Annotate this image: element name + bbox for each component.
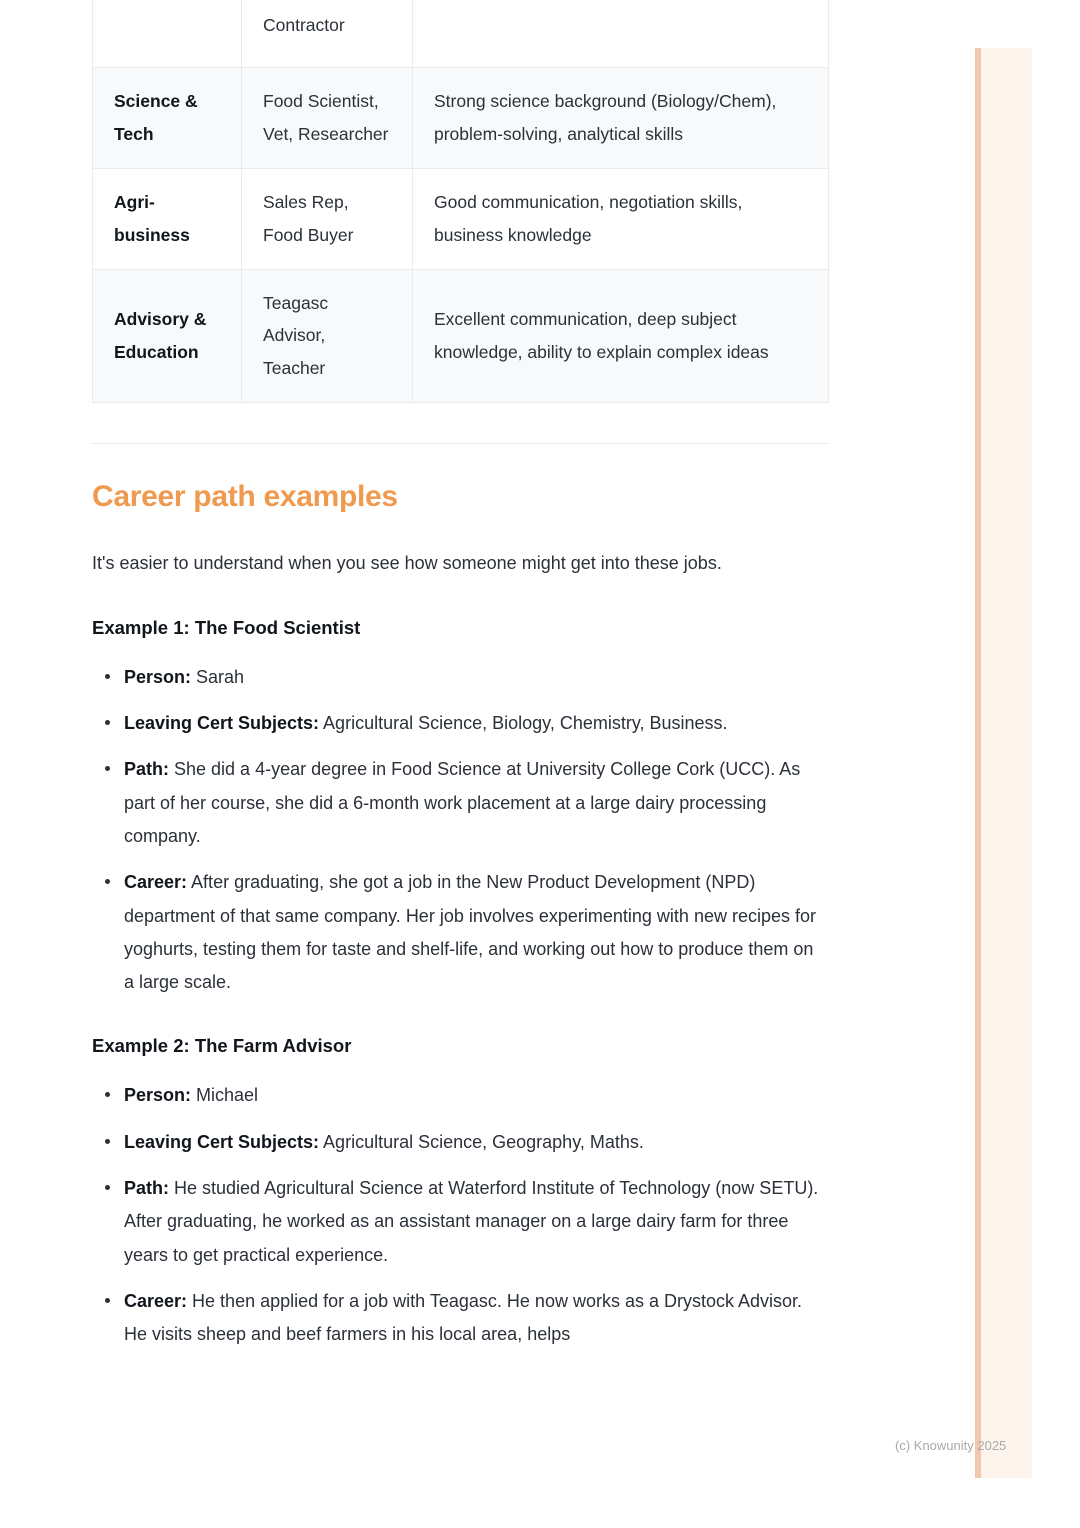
document-page	[92, 0, 828, 1352]
example-1-list	[92, 661, 828, 1000]
list-item	[92, 1126, 828, 1159]
list-item-text: Agricultural Science, Geography, Maths.	[319, 1131, 644, 1152]
list-item-label: Leaving Cert Subjects:	[124, 713, 320, 734]
section-divider	[92, 443, 828, 444]
table-cell-category	[93, 0, 242, 68]
table-cell-skills: Good communication, negotiation skills, business knowledge	[413, 168, 829, 269]
list-item	[92, 661, 828, 694]
list-item	[92, 1172, 828, 1272]
list-item	[92, 1285, 828, 1352]
table-cell-category: Science & Tech	[93, 68, 242, 169]
table-cell-skills: Strong science background (Biology/Chem), problem-solving, analytical skills	[413, 68, 829, 169]
decorative-right-panel	[975, 48, 1032, 1478]
list-item-text: He studied Agricultural Science at Waterford Institute of Technology (now SETU). After graduating, he worked as an assistant manager on a large dairy farm for three years to get practical experience.	[124, 1178, 819, 1265]
table-row	[93, 68, 829, 169]
example-2-list	[92, 1079, 828, 1351]
careers-table	[92, 0, 829, 403]
table-cell-jobs: Contractor	[242, 0, 413, 68]
decorative-right-accent-line	[975, 48, 981, 1478]
table-cell-category: Agri-business	[93, 168, 242, 269]
table-row	[93, 269, 829, 403]
list-item-text: She did a 4-year degree in Food Science at University College Cork (UCC). As part of her course, she did a 6-month work placement at a large dairy processing company.	[124, 759, 801, 846]
table-cell-category: Advisory & Education	[93, 269, 242, 403]
list-item-label: Person:	[124, 666, 192, 687]
intro-paragraph: It's easier to understand when you see how someone might get into these jobs.	[92, 553, 722, 574]
list-item-label: Path:	[124, 1178, 169, 1199]
table-cell-jobs: Sales Rep, Food Buyer	[242, 168, 413, 269]
list-item-text: He then applied for a job with Teagasc. He now works as a Drystock Advisor. He visits sheep and beef farmers in his local area, helps	[124, 1290, 803, 1345]
table-row	[93, 168, 829, 269]
page-title: Career path examples	[92, 480, 398, 514]
list-item-label: Path:	[124, 759, 169, 780]
table-cell-jobs: Teagasc Advisor, Teacher	[242, 269, 413, 403]
table-cell-skills: Excellent communication, deep subject knowledge, ability to explain complex ideas	[413, 269, 829, 403]
list-item-label: Leaving Cert Subjects:	[124, 1131, 320, 1152]
example-2-heading: Example 2: The Farm Advisor	[92, 1035, 352, 1057]
table-row	[93, 0, 829, 68]
list-item	[92, 866, 828, 999]
list-item	[92, 753, 828, 853]
list-item-label: Career:	[124, 1290, 188, 1311]
list-item	[92, 707, 828, 740]
table-cell-skills	[413, 0, 829, 68]
list-item-text: After graduating, she got a job in the New Product Development (NPD) department of that same company. Her job involves experimenting with new recipes for yoghurts, testing them for taste and shelf-life, and working out how to produce them on a large scale.	[124, 872, 816, 993]
example-1-heading: Example 1: The Food Scientist	[92, 616, 361, 638]
list-item-label: Career:	[124, 872, 188, 893]
list-item-text: Agricultural Science, Biology, Chemistry, Business.	[319, 713, 728, 734]
copyright-watermark: (c) Knowunity 2025	[895, 1438, 1007, 1453]
table-cell-jobs: Food Scientist, Vet, Researcher	[242, 68, 413, 169]
list-item-label: Person:	[124, 1085, 192, 1106]
list-item	[92, 1079, 828, 1112]
list-item-text: Michael	[191, 1085, 259, 1106]
list-item-text: Sarah	[191, 666, 245, 687]
